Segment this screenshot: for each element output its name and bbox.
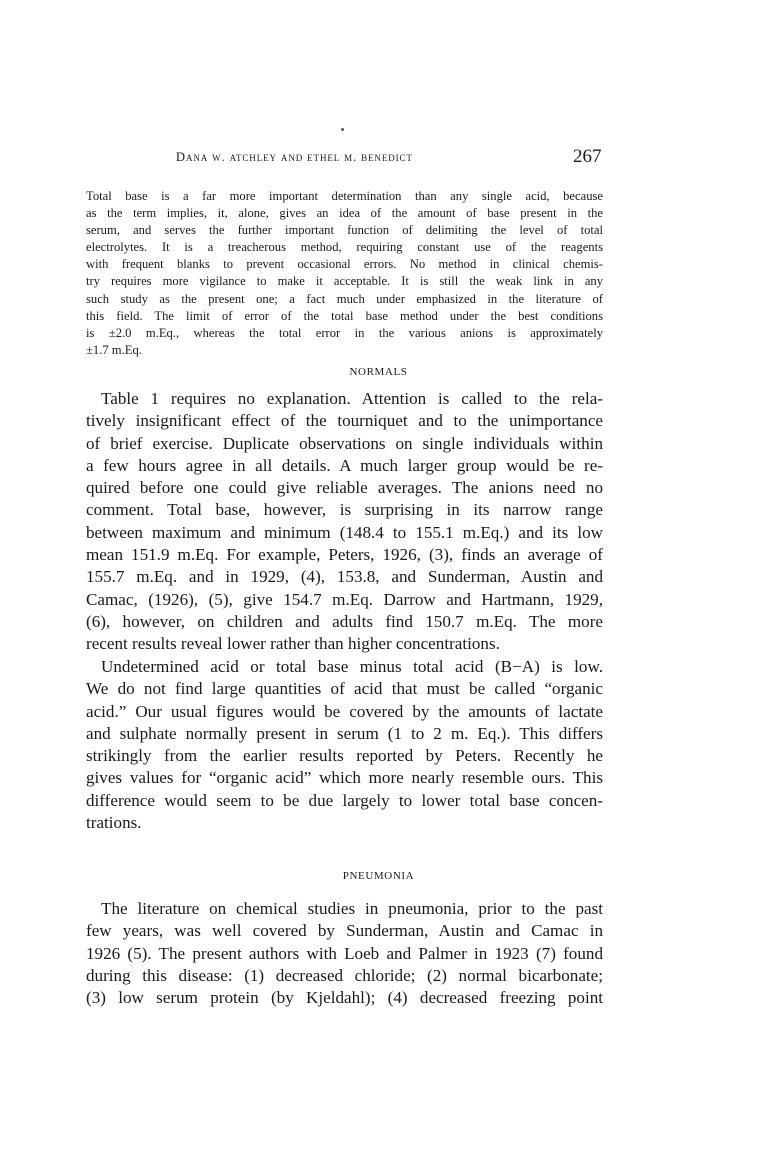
text-line: We do not find large quantities of acid that must be called “organic xyxy=(86,679,603,699)
normals-paragraph-2 xyxy=(86,656,603,834)
text-line: strikingly from the earlier results reported by Peters. Recently he xyxy=(86,746,603,766)
intro-paragraph xyxy=(86,188,603,359)
text-line: serum, and serves the further important function of delimiting the level of total xyxy=(86,223,603,238)
text-line: with frequent blanks to prevent occasional errors. No method in clinical chemis- xyxy=(86,257,603,272)
text-line: acid.” Our usual figures would be covered by the amounts of lactate xyxy=(86,701,603,721)
text-line: gives values for “organic acid” which more nearly resemble ours. This xyxy=(86,768,603,788)
text-line: as the term implies, it, alone, gives an idea of the amount of base present in the xyxy=(86,206,603,221)
text-line: Undetermined acid or total base minus total acid (B−A) is low. xyxy=(101,657,603,676)
text-line: during this disease: (1) decreased chloride; (2) normal bicarbonate; xyxy=(86,965,603,985)
running-head-authors: Dana w. atchley and ethel m. benedict xyxy=(176,150,413,164)
text-line: tively insignificant effect of the tourniquet and to the unimportance xyxy=(86,411,603,431)
running-head xyxy=(0,146,757,170)
text-line: is ±2.0 m.Eq., whereas the total error in the various anions is approximately xyxy=(86,325,603,340)
text-line: few years, was well covered by Sunderman, Austin and Camac in xyxy=(86,921,603,941)
text-line: this field. The limit of error of the total base method under the best conditions xyxy=(86,308,603,323)
text-line: Camac, (1926), (5), give 154.7 m.Eq. Darrow and Hartmann, 1929, xyxy=(86,589,603,609)
section-heading-pneumonia: PNEUMONIA xyxy=(342,870,415,882)
text-line: such study as the present one; a fact much under emphasized in the literature of xyxy=(86,291,603,306)
text-line: (6), however, on children and adults find 150.7 m.Eq. The more xyxy=(86,611,603,631)
text-line: electrolytes. It is a treacherous method, requiring constant use of the reagents xyxy=(86,240,603,255)
text-line: between maximum and minimum (148.4 to 155.1 m.Eq.) and its low xyxy=(86,522,603,542)
normals-paragraph-1 xyxy=(86,388,603,656)
text-line: a few hours agree in all details. A much larger group would be re- xyxy=(86,455,603,475)
text-line: (3) low serum protein (by Kjeldahl); (4) decreased freezing point xyxy=(86,988,603,1008)
section-heading-normals: NORMALS xyxy=(349,366,408,378)
text-line: 1926 (5). The present authors with Loeb and Palmer in 1923 (7) found xyxy=(86,943,603,963)
text-line: and sulphate normally present in serum (1 to 2 m. Eq.). This differs xyxy=(86,723,603,743)
page-number: 267 xyxy=(573,146,602,167)
text-line: difference would seem to be due largely to lower total base concen- xyxy=(86,790,603,810)
pneumonia-paragraph-1 xyxy=(86,898,603,1009)
text-line: recent results reveal lower rather than higher concentrations. xyxy=(86,634,500,654)
text-line: of brief exercise. Duplicate observations on single individuals within xyxy=(86,433,603,453)
text-line: The literature on chemical studies in pneumonia, prior to the past xyxy=(101,899,603,918)
text-line: Total base is a far more important determination than any single acid, because xyxy=(86,189,603,203)
text-line: try requires more vigilance to make it acceptable. It is still the weak link in any xyxy=(86,274,603,289)
text-line: quired before one could give reliable averages. The anions need no xyxy=(86,478,603,498)
text-line: trations. xyxy=(86,813,142,833)
text-line: ±1.7 m.Eq. xyxy=(86,342,142,357)
text-line: Table 1 requires no explanation. Attention is called to the rela- xyxy=(101,389,603,408)
text-line: 155.7 m.Eq. and in 1929, (4), 153.8, and Sunderman, Austin and xyxy=(86,567,603,587)
text-line: comment. Total base, however, is surprising in its narrow range xyxy=(86,500,603,520)
text-line: mean 151.9 m.Eq. For example, Peters, 1926, (3), finds an average of xyxy=(86,545,603,565)
print-speck xyxy=(341,128,344,131)
